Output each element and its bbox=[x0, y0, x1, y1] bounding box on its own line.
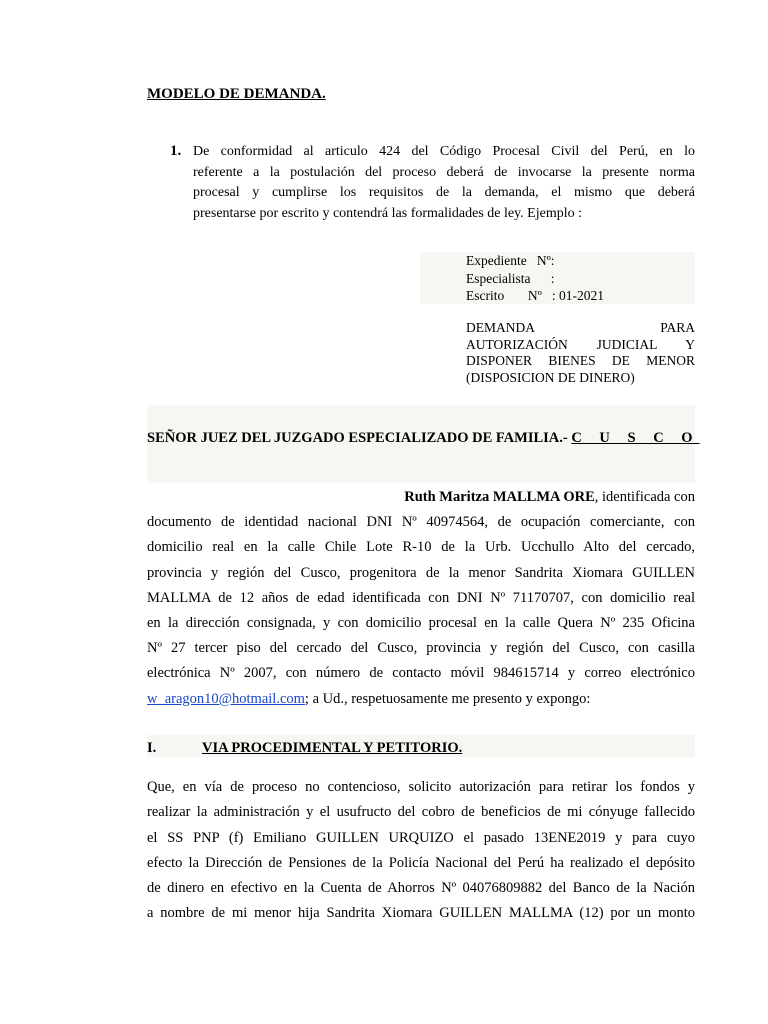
introduction-paragraph bbox=[147, 485, 695, 712]
petition-line: realizar la administración y el usufructo del cobro de beneficios de mi cónyuge fallecido bbox=[147, 804, 695, 821]
addressee-heading bbox=[147, 430, 700, 447]
intro-line: en la dirección consignada, y con domicilio procesal en la calle Quera Nº 235 Oficina bbox=[147, 615, 695, 632]
item-line: procesal y cumplirse los requisitos de la demanda, el mismo que deberá bbox=[193, 185, 695, 200]
demanda-title-block bbox=[466, 320, 695, 386]
petition-line: efecto la Dirección de Pensiones de la Policía Nacional del Perú ha realizado el depósito bbox=[147, 854, 695, 871]
petition-paragraph bbox=[147, 775, 695, 927]
demanda-title-line: DEMANDA PARA bbox=[466, 320, 695, 335]
addressee-city: C U S C O bbox=[571, 430, 700, 446]
intro-line bbox=[147, 687, 695, 712]
section-number: I. bbox=[147, 740, 157, 756]
intro-line: provincia y región del Cusco, progenitora de la menor Sandrita Xiomara GUILLEN bbox=[147, 564, 695, 581]
section-title: VIA PROCEDIMENTAL Y PETITORIO. bbox=[202, 740, 463, 756]
addressee-text: SEÑOR JUEZ DEL JUZGADO ESPECIALIZADO DE FAMILIA.- bbox=[147, 430, 572, 446]
document-title: MODELO DE DEMANDA. bbox=[147, 86, 326, 102]
intro-line-text: , identificada con bbox=[594, 489, 695, 505]
petition-line: Que, en vía de proceso no contencioso, solicito autorización para retirar los fondos y bbox=[147, 779, 695, 795]
intro-line: Nº 27 tercer piso del cercado del Cusco, provincia y región del Cusco, con casilla bbox=[147, 640, 695, 657]
item-line: presentarse por escrito y contendrá las formalidades de ley. Ejemplo : bbox=[193, 205, 583, 221]
escrito-label: Escrito Nº : 01-2021 bbox=[466, 288, 605, 303]
item-line: De conformidad al articulo 424 del Código Procesal Civil del Perú, en lo bbox=[193, 144, 695, 159]
intro-line bbox=[147, 485, 695, 510]
intro-line: electrónica Nº 2007, con número de contacto móvil 984615714 y correo electrónico bbox=[147, 665, 695, 682]
especialista-label: Especialista : bbox=[466, 270, 555, 286]
demanda-title-line: (DISPOSICION DE DINERO) bbox=[466, 369, 635, 385]
item-number: 1. bbox=[170, 143, 182, 159]
intro-line: documento de identidad nacional DNI Nº 40974564, de ocupación comerciante, con bbox=[147, 514, 695, 531]
petition-line: a nombre de mi menor hija Sandrita Xiomara GUILLEN MALLMA (12) por un monto bbox=[147, 905, 695, 922]
plaintiff-name: Ruth Maritza MALLMA ORE bbox=[404, 489, 595, 505]
petition-line: de dinero en efectivo en la Cuenta de Ahorros Nº 04076809882 del Banco de la Nación bbox=[147, 880, 695, 897]
demanda-title-line: AUTORIZACIÓN JUDICIAL Y bbox=[466, 336, 695, 352]
item-paragraph bbox=[193, 142, 695, 224]
intro-line: domicilio real en la calle Chile Lote R-10 de la Urb. Ucchullo Alto del cercado, bbox=[147, 539, 695, 556]
intro-line-text: ; a Ud., respetuosamente me presento y expongo: bbox=[304, 690, 591, 707]
demanda-title-line: DISPONER BIENES DE MENOR bbox=[466, 353, 695, 368]
petition-line: el SS PNP (f) Emiliano GUILLEN URQUIZO el pasado 13ENE2019 y para cuyo bbox=[147, 829, 695, 846]
email-link[interactable]: w_aragon10@hotmail.com bbox=[147, 690, 305, 707]
expediente-label: Expediente Nº: bbox=[466, 253, 555, 268]
intro-line: MALLMA de 12 años de edad identificada con DNI Nº 71170707, con domicilio real bbox=[147, 589, 695, 606]
item-line: referente a la postulación del proceso deberá de invocarse la presente norma bbox=[193, 164, 695, 180]
